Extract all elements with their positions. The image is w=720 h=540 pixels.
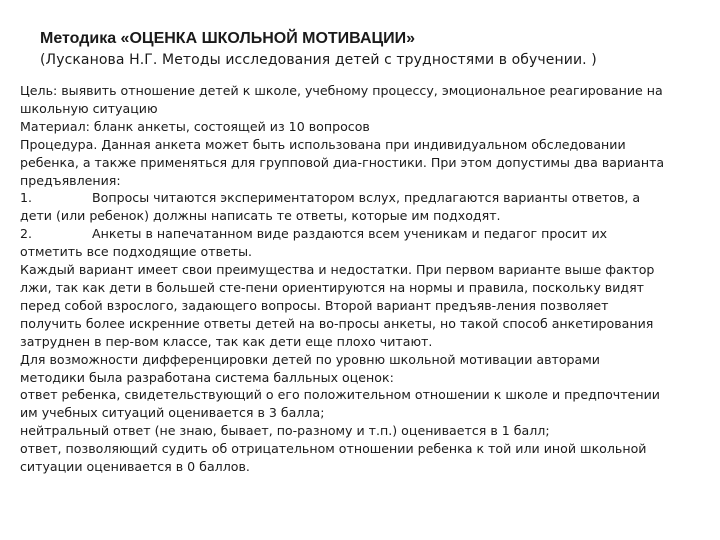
page-title: Методика «ОЦЕНКА ШКОЛЬНОЙ МОТИВАЦИИ» (40, 30, 416, 47)
procedure-line: Процедура. Данная анкета может быть использована при индивидуальном обследовании (20, 136, 626, 152)
list-item-text: отметить все подходящие ответы. (20, 244, 253, 260)
list-item-text: Анкеты в напечатанном виде раздаются всем ученикам и педагог просит их (92, 226, 608, 242)
list-item-text: Вопросы читаются экспериментатором вслух, предлагаются варианты ответов, а (92, 190, 641, 206)
goal-line: Цель: выявить отношение детей к школе, учебному процессу, эмоциональное реагирование на (20, 83, 663, 98)
score-line: нейтральный ответ (не знаю, бывает, по-разному и т.п.) оценивается в 1 балл; (20, 423, 550, 439)
paragraph-line: Для возможности дифференцировки детей по уровню школьной мотивации авторами (20, 351, 600, 367)
goal-line: школьную ситуацию (20, 100, 158, 116)
list-number: 2. (20, 226, 33, 242)
paragraph-line: перед собой взрослого, задающего вопросы. Второй вариант предъяв-ления позволяет (20, 297, 609, 313)
score-line: ответ ребенка, свидетельствующий о его положительном отношении к школе и предпочтении (20, 387, 660, 403)
procedure-line: предъявления: (20, 172, 121, 188)
paragraph-line: Каждый вариант имеет свои преимущества и недостатки. При первом варианте выше фактор (20, 262, 655, 278)
paragraph-line: методики была разработана система балльных оценок: (20, 369, 394, 385)
score-line: ответ, позволяющий судить об отрицательном отношении ребенка к той или иной школьной (20, 441, 647, 457)
list-item-text: дети (или ребенок) должны написать те ответы, которые им подходят. (20, 208, 501, 224)
procedure-line: ребенка, а также применяться для групповой диа-гностики. При этом допустимы два варианта (20, 154, 665, 170)
list-item-2 (20, 225, 700, 243)
score-line: им учебных ситуаций оценивается в 3 балла; (20, 405, 325, 421)
title-block (40, 28, 700, 70)
list-item-1 (20, 189, 700, 207)
material-line: Материал: бланк анкеты, состоящей из 10 вопросов (20, 118, 370, 134)
score-line: ситуации оценивается в 0 баллов. (20, 459, 250, 475)
page-subtitle: (Лусканова Н.Г. Методы исследования детей с трудностями в обучении. ) (40, 52, 597, 68)
paragraph-line: получить более искренние ответы детей на во-просы анкеты, но такой способ анкетирования (20, 315, 654, 331)
paragraph-line: затруднен в пер-вом классе, так как дети еще плохо читают. (20, 333, 433, 349)
list-number: 1. (20, 190, 33, 206)
paragraph-line: лжи, так как дети в большей сте-пени ориентируются на нормы и правила, поскольку видят (20, 279, 645, 295)
body-text (20, 82, 700, 476)
